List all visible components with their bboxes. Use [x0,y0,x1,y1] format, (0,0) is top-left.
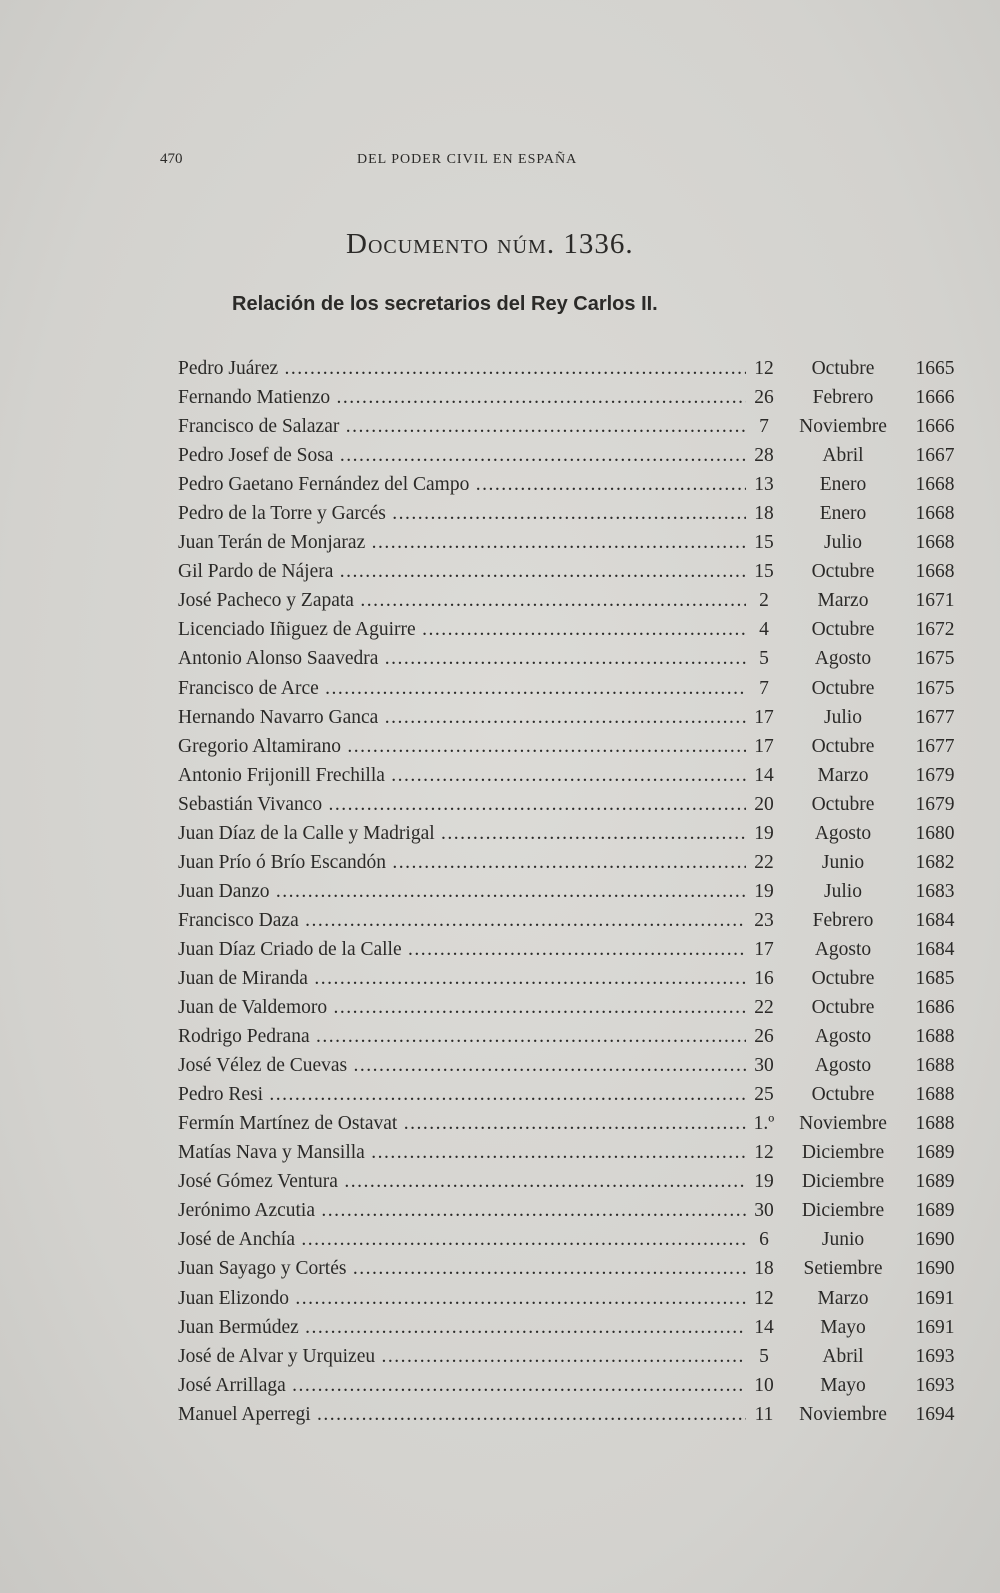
entry-name: Fermín Martínez de Ostavat ..... [178,1109,746,1138]
entry-year: 1689 [915,1200,955,1222]
list-item [172,935,955,964]
entry-name: Antonio Frijonill Frechilla ..... [178,761,746,790]
entry-year: 1677 [915,706,955,728]
entry-day: 17 [754,706,774,728]
entry-month: Abril [822,1345,864,1367]
entry-day: 20 [754,793,774,815]
entry-name: Hernando Navarro Ganca ..... [178,703,746,732]
entry-year: 1672 [915,619,955,641]
entry-month: Noviembre [799,1113,887,1135]
entry-month: Octubre [811,358,875,379]
running-head [160,151,630,171]
entry-month: Junio [821,1229,865,1251]
entry-name: Matías Nava y Mansilla ..... [178,1138,746,1167]
list-item [172,1313,955,1342]
list-item [172,1051,955,1080]
entry-name: Juan Terán de Monjaraz ..... [178,528,746,557]
entry-month: Octubre [811,1084,875,1106]
document-subtitle: Relación de los secretarios del Rey Carlos II. [232,293,658,315]
entry-year: 1685 [915,967,955,989]
entry-month: Julio [824,532,862,554]
list-item [172,877,955,906]
entry-name: Juan Bermúdez ..... [178,1313,746,1342]
entry-name: Fernando Matienzo ..... [178,383,746,412]
entry-month: Octubre [811,619,875,641]
list-item [172,1225,955,1254]
entry-year: 1688 [915,1026,955,1048]
entry-name: Juan de Valdemoro ..... [178,993,746,1022]
entry-name: Francisco de Arce ..... [178,674,746,703]
entry-year: 1668 [915,503,955,525]
entry-month: Mayo [820,1374,866,1396]
entry-year: 1684 [915,938,955,960]
list-item [172,703,955,732]
entry-day: 14 [754,764,774,786]
entry-year: 1679 [915,793,955,815]
list-item [172,790,955,819]
entry-day: 16 [754,967,774,989]
entry-name: Juan Prío ó Brío Escandón ..... [178,848,746,877]
entry-day: 5 [759,1345,769,1367]
entry-name: Juan Díaz de la Calle y Madrigal ..... [178,819,746,848]
entry-name: José Gómez Ventura ..... [178,1167,746,1196]
entry-day: 14 [754,1316,774,1338]
list-item [172,1167,955,1196]
entry-name: Juan Elizondo ..... [178,1284,746,1313]
entry-day: 12 [754,358,774,379]
entry-day: 30 [754,1200,774,1222]
entry-year: 1693 [915,1345,955,1367]
entry-name: Jerónimo Azcutia ..... [178,1196,746,1225]
entry-name: Gil Pardo de Nájera ..... [178,557,746,586]
entry-year: 1686 [915,997,955,1019]
list-item [172,557,955,586]
entry-day: 23 [754,909,774,931]
entry-month: Octubre [811,735,875,757]
list-item [172,586,955,615]
entry-month: Octubre [811,561,875,583]
entry-year: 1679 [915,764,955,786]
entry-month: Enero [819,503,867,525]
document-title: Documento núm. 1336. [346,228,634,260]
entry-year: 1689 [915,1142,955,1164]
entry-year: 1677 [915,735,955,757]
list-item [172,470,955,499]
entry-name: Juan Danzo ..... [178,877,746,906]
entry-day: 13 [754,474,774,496]
entry-name: Juan de Miranda ..... [178,964,746,993]
entry-day: 12 [754,1142,774,1164]
entry-month: Agosto [814,1026,872,1048]
entry-name: Antonio Alonso Saavedra ..... [178,644,746,673]
entry-name: José de Anchía ..... [178,1225,746,1254]
list-item [172,674,955,703]
entry-month: Febrero [812,909,874,931]
entry-year: 1671 [915,590,955,612]
entry-year: 1675 [915,648,955,670]
entry-month: Abril [822,445,864,467]
entry-month: Diciembre [801,1171,885,1193]
entry-name: Pedro Gaetano Fernández del Campo ..... [178,470,746,499]
list-item [172,1342,955,1371]
entry-name: Sebastián Vivanco ..... [178,790,746,819]
entry-month: Octubre [811,677,875,699]
entry-month: Octubre [811,967,875,989]
entry-year: 1688 [915,1084,955,1106]
entry-name: José Vélez de Cuevas ..... [178,1051,746,1080]
list-item [172,644,955,673]
entry-day: 19 [754,1171,774,1193]
running-title: DEL PODER CIVIL EN ESPAÑA [357,152,578,167]
entry-day: 18 [754,1258,774,1280]
entry-day: 2 [759,590,769,612]
entry-name: Licenciado Iñiguez de Aguirre ..... [178,615,746,644]
entry-year: 1682 [915,851,955,873]
entry-name: José Pacheco y Zapata ..... [178,586,746,615]
entry-month: Octubre [811,793,875,815]
list-item [172,615,955,644]
entry-year: 1693 [915,1374,955,1396]
entry-day: 4 [759,619,769,641]
entry-year: 1690 [915,1229,955,1251]
entry-day: 11 [754,1403,774,1425]
entry-day: 5 [759,648,769,670]
entry-name: Gregorio Altamirano ..... [178,732,746,761]
entry-day: 15 [754,532,774,554]
entry-name: Pedro Juárez ..... [178,354,746,383]
entry-day: 26 [754,1026,774,1048]
entry-name: Pedro Resi ..... [178,1080,746,1109]
entry-day: 19 [754,880,774,902]
entry-year: 1680 [915,822,955,844]
entry-name: Pedro de la Torre y Garcés ..... [178,499,746,528]
list-item [172,761,955,790]
list-item [172,819,955,848]
entry-name: José Arrillaga ..... [178,1371,746,1400]
entry-day: 17 [754,938,774,960]
entry-month: Diciembre [801,1200,885,1222]
entry-name: Francisco Daza ..... [178,906,746,935]
list-item [172,1400,955,1429]
entry-name: Manuel Aperregi ..... [178,1400,746,1429]
entry-year: 1668 [915,474,955,496]
entry-name: Francisco de Salazar ..... [178,412,746,441]
entry-year: 1688 [915,1113,955,1135]
list-item [172,1196,955,1225]
entry-month: Enero [819,474,867,496]
entry-year: 1684 [915,909,955,931]
list-item [172,1284,955,1313]
entry-month: Marzo [817,1287,869,1309]
entry-day: 7 [759,677,769,699]
list-item [172,1371,955,1400]
entry-name: José de Alvar y Urquizeu ..... [178,1342,746,1371]
entry-day: 22 [754,997,774,1019]
entry-day: 26 [754,387,774,409]
list-item [172,964,955,993]
entry-year: 1665 [915,358,955,379]
entry-year: 1675 [915,677,955,699]
entry-day: 25 [754,1084,774,1106]
entry-year: 1668 [915,561,955,583]
entry-month: Diciembre [801,1142,885,1164]
entry-name: Juan Sayago y Cortés ..... [178,1254,746,1283]
entry-day: 17 [754,735,774,757]
entry-month: Marzo [817,764,869,786]
entry-year: 1689 [915,1171,955,1193]
list-item [172,1254,955,1283]
list-item [172,993,955,1022]
entry-day: 19 [754,822,774,844]
entry-month: Agosto [814,1055,872,1077]
entry-month: Marzo [817,590,869,612]
entry-day: 1.º [753,1113,775,1135]
entry-month: Agosto [814,648,872,670]
entry-day: 10 [754,1374,774,1396]
list-item [172,499,955,528]
entry-year: 1668 [915,532,955,554]
entry-day: 28 [754,445,774,467]
entry-year: 1690 [915,1258,955,1280]
entry-day: 18 [754,503,774,525]
entry-month: Julio [824,880,862,902]
entry-month: Octubre [811,997,875,1019]
entry-month: Mayo [820,1316,866,1338]
entry-name: Rodrigo Pedrana ..... [178,1022,746,1051]
entry-year: 1666 [915,387,955,409]
entry-month: Setiembre [803,1258,883,1280]
page-number: 470 [160,151,183,167]
entry-month: Febrero [812,387,874,409]
list-item [172,848,955,877]
entry-year: 1694 [915,1403,955,1425]
entry-month: Julio [824,706,862,728]
entry-day: 7 [759,416,769,438]
entry-year: 1667 [915,445,955,467]
entry-month: Junio [821,851,865,873]
entry-name: Juan Díaz Criado de la Calle ..... [178,935,746,964]
list-item [172,732,955,761]
list-item [172,1022,955,1051]
entry-year: 1688 [915,1055,955,1077]
entry-year: 1683 [915,880,955,902]
secretaries-list [172,354,955,1429]
list-item [172,528,955,557]
entry-day: 15 [754,561,774,583]
entry-month: Noviembre [799,1403,887,1425]
entry-day: 22 [754,851,774,873]
entry-month: Agosto [814,822,872,844]
entry-year: 1666 [915,416,955,438]
entry-month: Agosto [814,938,872,960]
entry-month: Noviembre [799,416,887,438]
entry-day: 6 [759,1229,769,1251]
list-item [172,1080,955,1109]
entry-day: 12 [754,1287,774,1309]
list-item [172,383,955,412]
list-item [172,1109,955,1138]
list-item [172,354,955,383]
list-item [172,1138,955,1167]
list-item [172,412,955,441]
entry-year: 1691 [915,1316,955,1338]
entry-year: 1691 [915,1287,955,1309]
entry-day: 30 [754,1055,774,1077]
list-item [172,906,955,935]
list-item [172,441,955,470]
entry-name: Pedro Josef de Sosa ..... [178,441,746,470]
